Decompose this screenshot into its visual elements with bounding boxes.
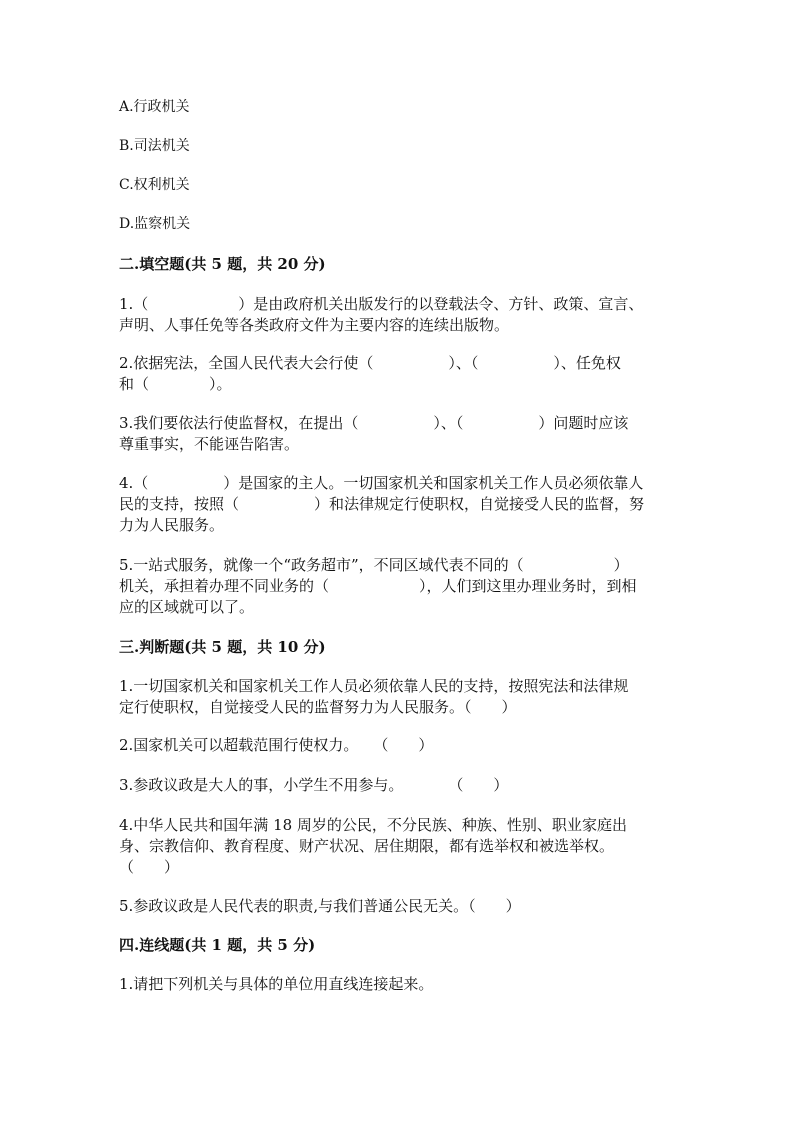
judge-q5: 5.参政议政是人民代表的职责,与我们普通公民无关。（ ）	[119, 897, 521, 915]
fill-q5-line1: 5.一站式服务，就像一个“政务超市”，不同区域代表不同的（ ）	[119, 556, 629, 574]
fill-q2-line2: 和（ ）。	[119, 375, 232, 393]
fill-q5-line2: 机关，承担着办理不同业务的（ ），人们到这里办理业务时，到相	[119, 577, 637, 595]
match-q1: 1.请把下列机关与具体的单位用直线连接起来。	[119, 975, 434, 993]
section-heading-fill: 二.填空题(共 5 题，共 20 分)	[119, 255, 326, 273]
section-heading-match: 四.连线题(共 1 题，共 5 分)	[119, 936, 316, 954]
fill-q5-line3: 应的区域就可以了。	[119, 598, 255, 616]
fill-q1-line2: 声明、人事任免等各类政府文件为主要内容的连续出版物。	[119, 316, 510, 334]
fill-q3-line1: 3.我们要依法行使监督权，在提出（ ）、（ ）问题时应该	[119, 414, 629, 432]
option-b: B.司法机关	[119, 138, 190, 154]
fill-q1-line1: 1.（ ）是由政府机关出版发行的以登载法令、方针、政策、宣言、	[119, 295, 644, 313]
judge-q2: 2.国家机关可以超载范围行使权力。 （ ）	[119, 736, 434, 754]
judge-q3: 3.参政议政是大人的事，小学生不用参与。 （ ）	[119, 776, 509, 794]
option-c: C.权利机关	[119, 177, 190, 193]
fill-q4-line2: 民的支持，按照（ ）和法律规定行使职权，自觉接受人民的监督，努	[119, 495, 645, 513]
judge-q1-line1: 1.一切国家机关和国家机关工作人员必须依靠人民的支持，按照宪法和法律规	[119, 677, 629, 695]
judge-q4-line2: 身、宗教信仰、教育程度、财产状况、居住期限，都有选举权和被选举权。	[119, 837, 615, 855]
option-d: D.监察机关	[119, 216, 191, 232]
section-heading-judge: 三.判断题(共 5 题，共 10 分)	[119, 638, 326, 656]
fill-q3-line2: 尊重事实，不能诬告陷害。	[119, 435, 300, 453]
judge-q1-line2: 定行使职权，自觉接受人民的监督努力为人民服务。（ ）	[119, 698, 517, 716]
fill-q4-line3: 力为人民服务。	[119, 516, 225, 534]
option-a: A.行政机关	[119, 99, 190, 115]
fill-q4-line1: 4.（ ）是国家的主人。一切国家机关和国家机关工作人员必须依靠人	[119, 474, 644, 492]
judge-q4-line3: （ ）	[119, 858, 180, 876]
judge-q4-line1: 4.中华人民共和国年满 18 周岁的公民，不分民族、种族、性别、职业家庭出	[119, 816, 627, 834]
fill-q2-line1: 2.依据宪法，全国人民代表大会行使（ ）、（ ）、任免权	[119, 354, 621, 372]
